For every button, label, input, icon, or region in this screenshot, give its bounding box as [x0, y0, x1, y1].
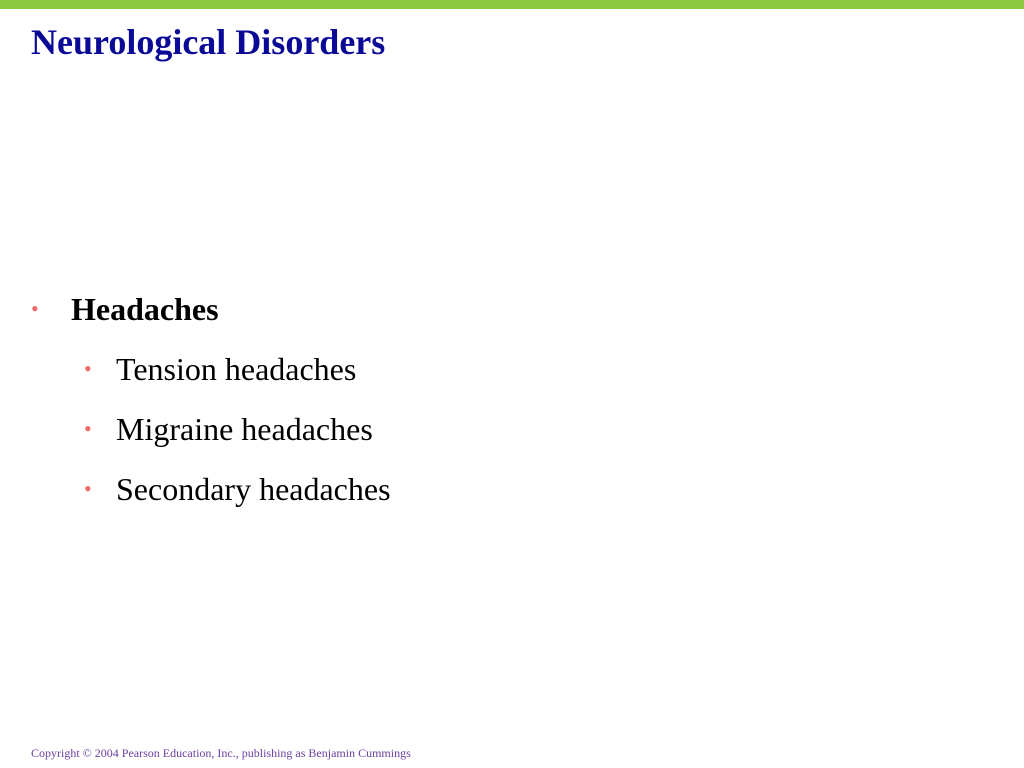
sub-bullet-text: Tension headaches	[116, 351, 357, 387]
bullet-text: Headaches	[71, 291, 219, 327]
bullet-marker: •	[31, 296, 39, 321]
slide-title: Neurological Disorders	[31, 22, 386, 62]
copyright-footer: Copyright © 2004 Pearson Education, Inc., publishing as Benjamin Cummings	[31, 746, 411, 760]
sub-bullet-item-migraine	[84, 410, 373, 448]
bullet-item-headaches	[31, 290, 219, 328]
sub-bullet-item-secondary	[84, 470, 391, 508]
sub-bullet-marker: •	[84, 356, 92, 381]
sub-bullet-marker: •	[84, 416, 92, 441]
sub-bullet-marker: •	[84, 476, 92, 501]
sub-bullet-text: Migraine headaches	[116, 411, 373, 447]
sub-bullet-text: Secondary headaches	[116, 471, 391, 507]
sub-bullet-item-tension	[84, 350, 356, 388]
